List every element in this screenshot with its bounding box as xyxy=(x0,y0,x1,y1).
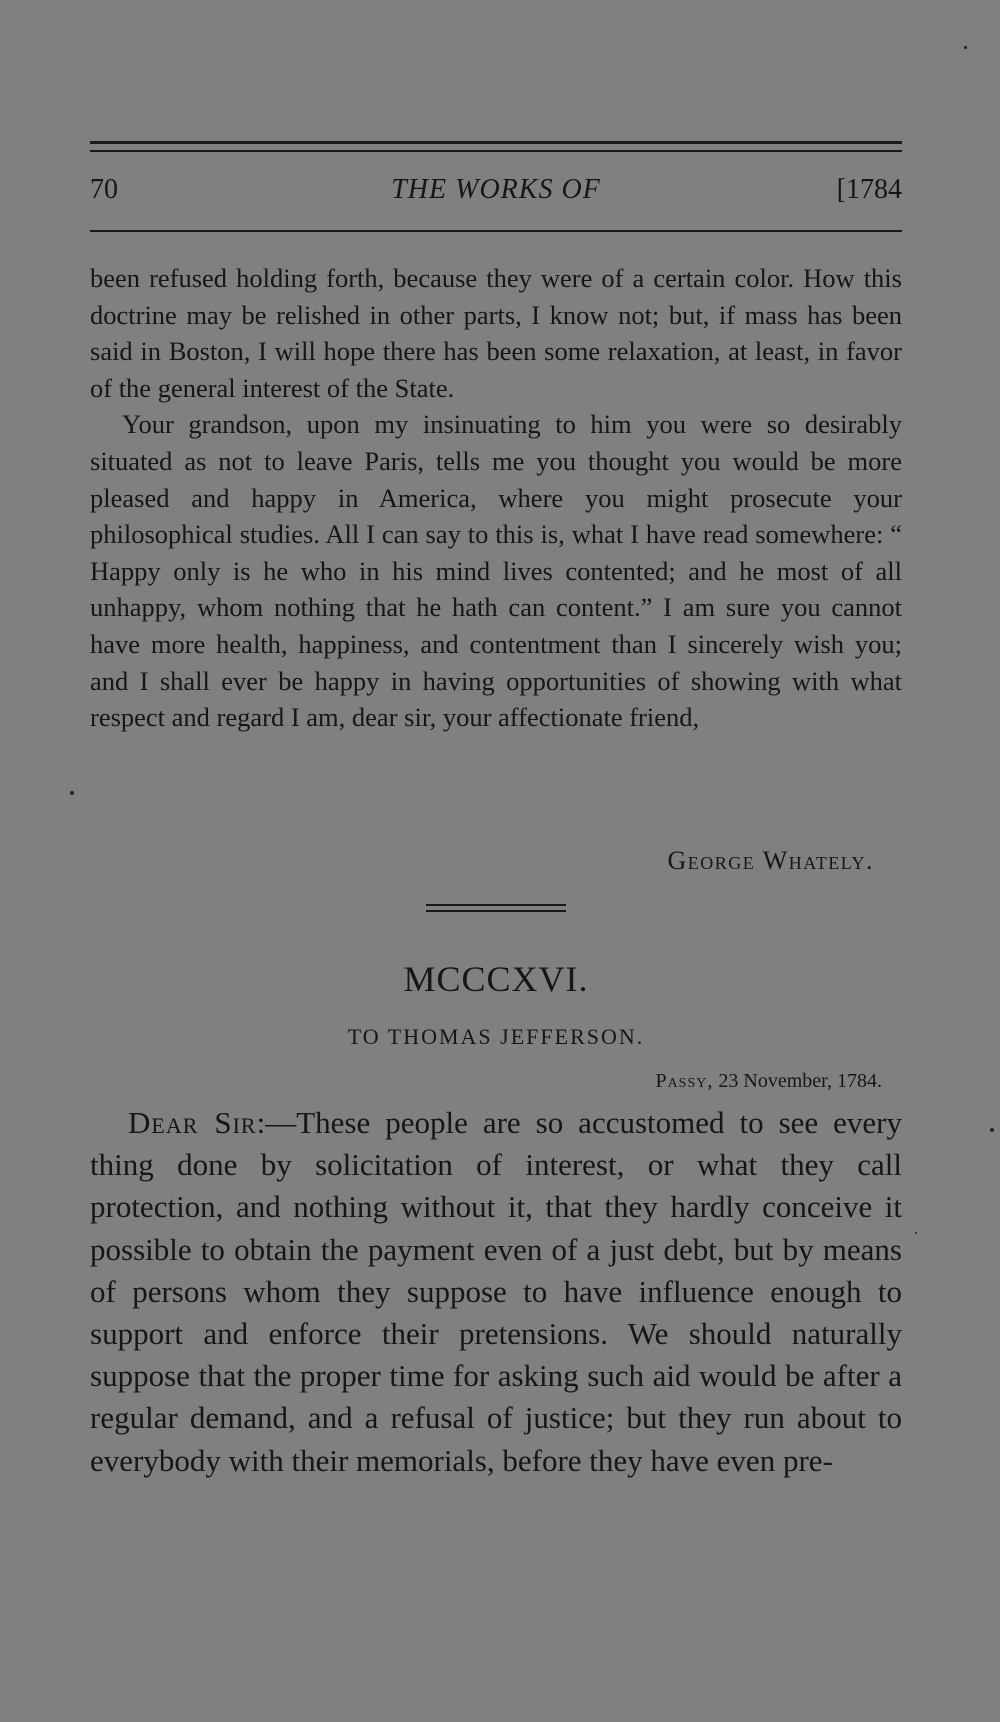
signature: George Whately. xyxy=(667,846,874,875)
print-speck xyxy=(964,46,967,49)
continued-paragraph-1: been refused holding forth, because they were of a certain color. How this doctrine may be relished in other parts, I know not; but, if mass has been said in Boston, I will hope there has been some relaxation, at least, in favor of the general interest of the State. xyxy=(90,263,902,403)
print-speck xyxy=(70,791,74,795)
letter-salutation: Dear Sir xyxy=(128,1105,257,1140)
header-rule-bottom xyxy=(90,230,902,232)
letter-numeral: MCCCXVI. xyxy=(403,959,589,999)
running-title: THE WORKS OF xyxy=(391,174,601,205)
letter-place: Passy, xyxy=(655,1070,714,1092)
letter-dateline xyxy=(655,1070,882,1093)
header-rule-top xyxy=(90,141,902,144)
letter-body-text: :—These people are so accustomed to see every thing done by solicitation of interest, or what they call protection, and nothing without it, that they hardly conceive it possible to obtain the payment even of a just debt, but by means of persons whom they suppose to have influence enough to support and enforce their pretensions. We should naturally suppose that the proper time for asking such aid would be after a regular demand, and a refusal of justice; but they run about to everybody with their memorials, before they have even pre- xyxy=(90,1105,902,1478)
letter-date: 23 November, 1784. xyxy=(718,1070,882,1092)
continued-paragraph-2: Your grandson, upon my insinuating to him you were so desirably situated as not to leave Paris, tells me you thought you would be more pleased and happy in America, where you might prosecute your philosophical studies. All I can say to this is, what I have read somewhere: “ Happy only is he who in his mind lives contented; and he most of all unhappy, whom nothing that he hath can content.” I am sure you cannot have more health, happiness, and contentment than I sincerely wish you; and I shall ever be happy in having opportunities of showing with what respect and regard I am, dear sir, your affectionate friend, xyxy=(90,409,902,733)
page-number: 70 xyxy=(90,174,118,205)
running-header xyxy=(90,174,902,214)
print-speck xyxy=(990,1128,994,1132)
book-page xyxy=(90,0,902,1722)
letter-body xyxy=(90,1102,902,1482)
header-year: [1784 xyxy=(836,174,902,205)
header-rule-top-thin xyxy=(90,150,902,152)
section-divider xyxy=(426,904,566,912)
print-speck xyxy=(915,1232,917,1234)
continued-letter xyxy=(90,260,902,736)
letter-addressee: TO THOMAS JEFFERSON. xyxy=(347,1024,645,1049)
